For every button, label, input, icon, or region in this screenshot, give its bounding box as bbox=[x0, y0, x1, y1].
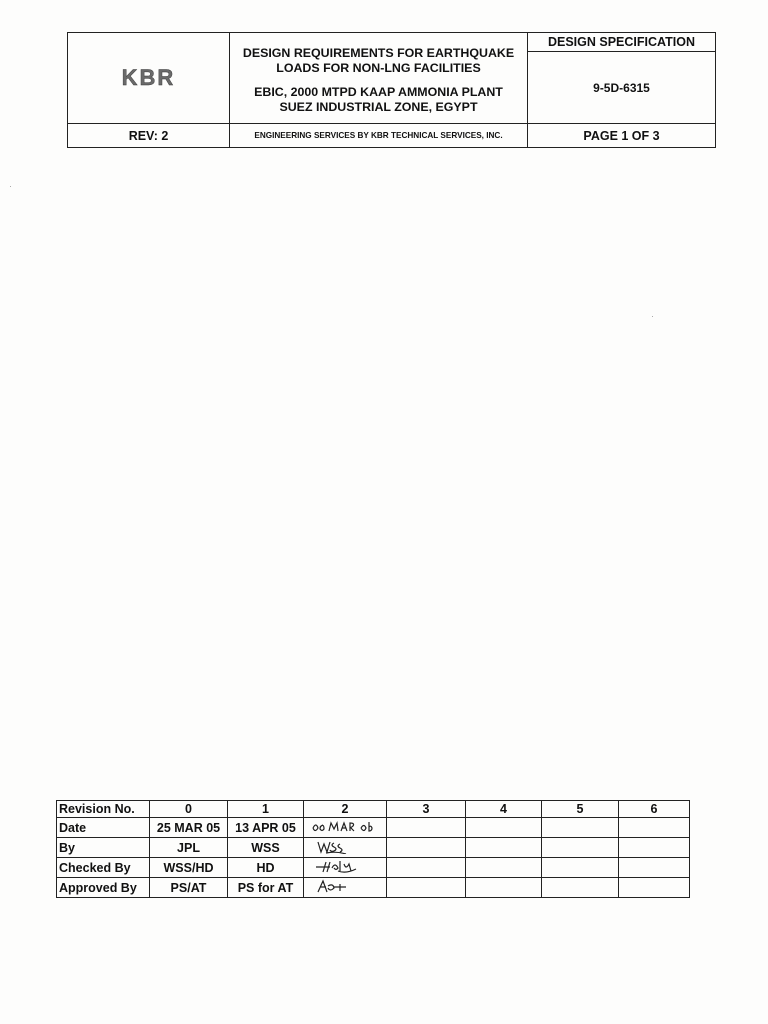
scan-speck bbox=[652, 316, 653, 317]
checked-cell: WSS/HD bbox=[150, 858, 228, 878]
engineering-note: ENGINEERING SERVICES BY KBR TECHNICAL SERVICES, INC. bbox=[230, 124, 528, 148]
revision-number: 3 bbox=[387, 801, 466, 818]
title-line-1: DESIGN REQUIREMENTS FOR EARTHQUAKE bbox=[242, 45, 515, 60]
row-label: Date bbox=[57, 818, 150, 838]
table-row bbox=[57, 801, 690, 818]
revision-table bbox=[56, 800, 690, 898]
table-row bbox=[57, 818, 690, 838]
row-label: Checked By bbox=[57, 858, 150, 878]
date-cell: 13 APR 05 bbox=[228, 818, 304, 838]
checked-cell: HD bbox=[228, 858, 304, 878]
row-label: Approved By bbox=[57, 878, 150, 898]
doc-number: 9-5D-6315 bbox=[528, 52, 716, 124]
row-label: By bbox=[57, 838, 150, 858]
approved-cell bbox=[619, 878, 690, 898]
checked-cell bbox=[619, 858, 690, 878]
date-cell-handwritten bbox=[304, 818, 387, 838]
project-line-2: SUEZ INDUSTRIAL ZONE, EGYPT bbox=[279, 99, 478, 114]
table-row bbox=[57, 858, 690, 878]
checked-cell bbox=[542, 858, 619, 878]
approved-cell bbox=[387, 878, 466, 898]
initials-signature bbox=[310, 878, 380, 894]
title-cell bbox=[230, 33, 528, 124]
initials-signature bbox=[310, 858, 380, 874]
revision-number: 2 bbox=[304, 801, 387, 818]
revision-number: 4 bbox=[466, 801, 542, 818]
title-block bbox=[67, 32, 716, 148]
revision-number: 6 bbox=[619, 801, 690, 818]
title-line-2: LOADS FOR NON-LNG FACILITIES bbox=[276, 60, 481, 75]
project-line-1: EBIC, 2000 MTPD KAAP AMMONIA PLANT bbox=[254, 84, 503, 99]
by-cell-signature bbox=[304, 838, 387, 858]
date-cell: 25 MAR 05 bbox=[150, 818, 228, 838]
revision-number: 1 bbox=[228, 801, 304, 818]
by-cell bbox=[542, 838, 619, 858]
revision-label: REV: 2 bbox=[68, 124, 230, 148]
table-row bbox=[57, 878, 690, 898]
approved-cell bbox=[542, 878, 619, 898]
kbr-logo: KBR bbox=[121, 65, 176, 90]
by-cell: JPL bbox=[150, 838, 228, 858]
approved-cell bbox=[466, 878, 542, 898]
approved-cell: PS for AT bbox=[228, 878, 304, 898]
initials-signature bbox=[310, 838, 380, 854]
by-cell bbox=[619, 838, 690, 858]
scan-speck bbox=[10, 186, 11, 187]
checked-cell bbox=[466, 858, 542, 878]
date-cell bbox=[542, 818, 619, 838]
by-cell: WSS bbox=[228, 838, 304, 858]
handwritten-date bbox=[307, 818, 383, 834]
revision-number: 0 bbox=[150, 801, 228, 818]
by-cell bbox=[387, 838, 466, 858]
date-cell bbox=[387, 818, 466, 838]
revision-number: 5 bbox=[542, 801, 619, 818]
table-row bbox=[57, 838, 690, 858]
date-cell bbox=[619, 818, 690, 838]
approved-cell-signature bbox=[304, 878, 387, 898]
by-cell bbox=[466, 838, 542, 858]
checked-cell-signature bbox=[304, 858, 387, 878]
date-cell bbox=[466, 818, 542, 838]
doc-type: DESIGN SPECIFICATION bbox=[528, 33, 716, 52]
checked-cell bbox=[387, 858, 466, 878]
logo-cell bbox=[68, 33, 230, 124]
page-number: PAGE 1 OF 3 bbox=[528, 124, 716, 148]
approved-cell: PS/AT bbox=[150, 878, 228, 898]
row-label: Revision No. bbox=[57, 801, 150, 818]
